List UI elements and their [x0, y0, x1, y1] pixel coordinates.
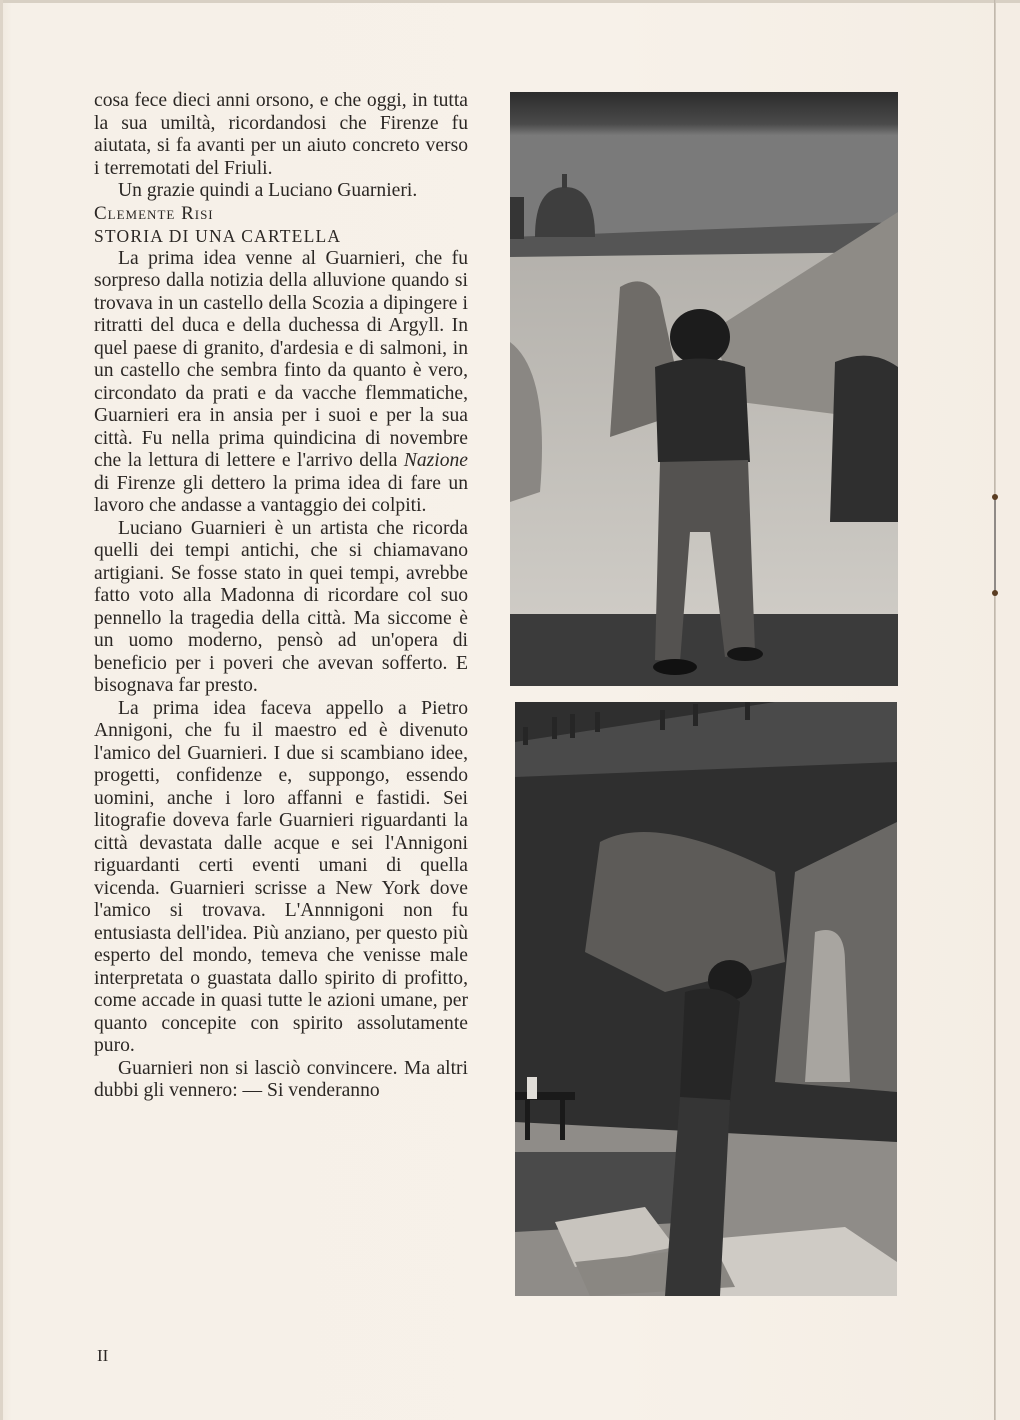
article-text-column: [94, 90, 468, 1103]
page-top-edge: [0, 0, 1020, 3]
body-paragraph-3: La prima idea faceva appello a Pietro Annigoni, che fu il maestro ed è divenuto l'amico del Guarnieri. I due si scambiano idee, progetti, confidenze e, suppongo, essendo uomini, anche i loro affanni e fastidi. Sei litografie doveva farle Guarnieri riguardanti la città devastata dalle acque e sei l'Annigoni riguardanti certi eventi umani di quella vicenda. Guarnieri scrisse a New York dove l'amico si trovava. L'Annnigoni non fu entusiasta dell'idea. Più anziano, per questo più esperto del mondo, temeva che venisse male interpretata o guastata dallo spirito di profitto, come accade in quasi tutte le azioni umane, per quanto concepite con spirito assolutamente puro.: [94, 697, 468, 1056]
photo-artist-bending: [515, 702, 897, 1296]
paragraph-text: La prima idea venne al Guarnieri, che fu sorpreso dalla notizia della alluvione quando si trovava in un castello della Scozia a dipingere i ritratti del duca e della duchessa di Argyll. In quel paese di granito, d'ardesia e di salmoni, in un castello che sembra finto da quanto è vero, circondato da prati e da vacche flemmatiche, Guarnieri era in ansia per i suoi e per la sua città. Fu nella prima quindicina di novembre che la lettura di lettere e l'arrivo della: [94, 247, 468, 471]
newspaper-name-italic: Nazione: [403, 450, 468, 471]
photo-artist-standing: [510, 92, 898, 686]
photo-image: [510, 92, 898, 686]
staple-bottom: [992, 590, 998, 596]
page-left-edge: [0, 0, 3, 1420]
paragraph-text: di Firenze gli dettero la prima idea di fare un lavoro che andasse a vantaggio dei colpiti.: [94, 472, 468, 516]
binding-fold-line: [994, 0, 996, 1420]
body-paragraph-1: [94, 248, 468, 518]
author-signature: Clemente Risi: [94, 202, 214, 224]
body-paragraph-4: Guarnieri non si lasciò convincere. Ma altri dubbi gli vennero: — Si venderanno: [94, 1057, 468, 1101]
photo-image: [515, 702, 897, 1296]
intro-thanks-line: Un grazie quindi a Luciano Guarnieri.: [118, 180, 418, 201]
intro-paragraph: cosa fece dieci anni orsono, e che oggi, in tutta la sua umiltà, ricordandosi che Firenze fu aiutata, si fa avanti per un aiuto concreto verso i terremotati del Friuli.: [94, 90, 468, 179]
section-title: STORIA DI UNA CARTELLA: [94, 226, 342, 246]
staple-top: [992, 494, 998, 500]
staple-wire: [994, 497, 996, 593]
body-paragraph-2: Luciano Guarnieri è un artista che ricorda quelli dei tempi antichi, che si chiamavano artigiani. Se fosse stato in quei tempi, avrebbe fatto voto alla Madonna di ricordare col suo pennello la tragedia della città. Ma siccome è un uomo moderno, pensò ad un'opera di beneficio per i poveri che avevan sofferto. E bisognava far presto.: [94, 517, 468, 696]
page-number: II: [97, 1346, 109, 1365]
